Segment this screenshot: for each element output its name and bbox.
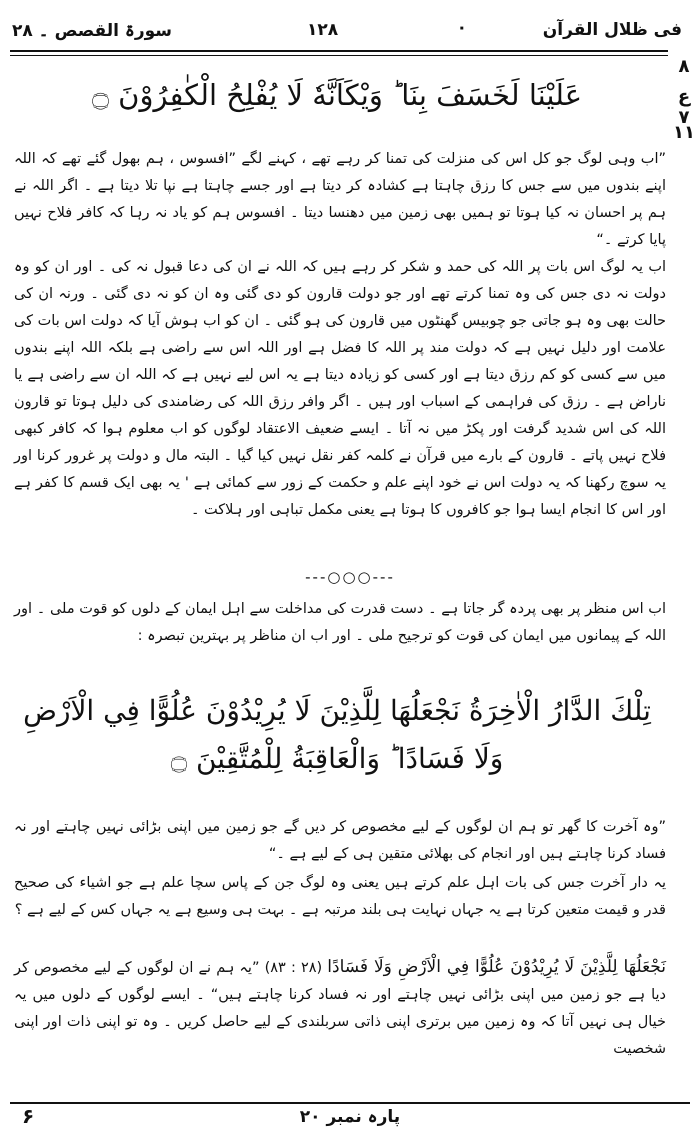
margin-verse-number: ۸ [678, 56, 690, 77]
surah-title: سورۃ القصص ۔ ۲۸ [12, 21, 172, 41]
quran-verse-1: عَلَيْنَا لَخَسَفَ بِنَا ؕ وَيْكَاَنَّهٗ لَا يُفْلِحُ الْكٰفِرُوْنَ ۝ [91, 78, 583, 112]
section-separator: ---○○○--- [305, 568, 395, 586]
paragraph-6-text: ”یہ ہم نے ان لوگوں کے لیے مخصوص کر دیا ہے جو زمین میں اپنی بڑائی نہیں چاہتے اور نہ فساد کرنا چاہتے ہیں“ ۔ ایسے لوگوں کے دلوں میں یہ خیال ہی نہیں آتا کہ وہ زمین میں برتری اپنی ذاتی سربلندی کے لیے حاصل کریں ۔ وہ تو اپنی ذات اور اپنی شخصیت [14, 960, 666, 1057]
verse-reference: (۲۸ : ۸۳) [264, 960, 323, 976]
footer-mark: ۶ [22, 1104, 35, 1128]
book-title: فی ظلال القرآن [542, 20, 682, 40]
footer-para-number: پارہ نمبر ۲۰ [299, 1107, 401, 1127]
margin-ruku-marker: ع ۷ [677, 86, 691, 128]
margin-para-marker: ۱۱ [673, 122, 695, 143]
header-rule [10, 50, 668, 52]
inline-verse-quote: نَجْعَلُهَا لِلَّذِيْنَ لَا يُرِيْدُوْنَ عُلُوًّا فِي الْاَرْضِ وَلَا فَسَادًا [327, 957, 667, 977]
page-header [12, 18, 682, 48]
header-rule-thin [10, 55, 668, 56]
commentary-paragraph-1: ”اب وہی لوگ جو کل اس کی منزلت کی تمنا کر رہے تھے ، کہنے لگے ”افسوس ، ہم بھول گئے تھے کہ اللہ اپنے بندوں میں سے جس کا رزق چاہتا ہے کشادہ کر دیتا ہے اور جسے چاہتا ہے نپا تلا دیتا ہے ۔ اگر اللہ نے ہم پر احسان نہ کیا ہوتا تو ہمیں بھی زمین میں دھنسا دیتا ۔ افسوس ہم کو یاد نہ رہا کہ کافر فلاح نہیں پایا کرتے ۔“ [14, 151, 666, 248]
commentary-paragraph-5: یہ دار آخرت جس کی بات اہل علم کرتے ہیں یعنی وہ لوگ جن کے پاس سچا علم ہے جو اشیاء کی صحیح قدر و قیمت متعین کرتا ہے یہ جہاں نہایت ہی بلند مرتبہ ہے ۔ بہت ہی وسیع ہے یہ جہاں کس کے لیے ہے ؟ [14, 875, 666, 918]
quran-verse-2-line-2: وَلَا فَسَادًا ؕ وَالْعَاقِبَةُ لِلْمُتَّقِيْنَ ۝ [170, 742, 504, 775]
header-dot: ۰ [456, 18, 467, 38]
quran-verse-2-line-1: تِلْكَ الدَّارُ الْاٰخِرَةُ نَجْعَلُهَا لِلَّذِيْنَ لَا يُرِيْدُوْنَ عُلُوًّا فِي الْاَرْضِ [23, 694, 651, 727]
page-number: ۱۲۸ [307, 20, 339, 40]
translation-paragraph: ”وہ آخرت کا گھر تو ہم ان لوگوں کے لیے مخصوص کر دیں گے جو زمین میں اپنی بڑائی نہیں چاہتے اور نہ فساد کرنا چاہتے ہیں اور انجام کی بھلائی متقین ہی کے لیے ہے ۔“ [14, 819, 666, 862]
commentary-paragraph-6 [14, 954, 666, 1063]
footer-rule [10, 1102, 690, 1104]
commentary-paragraph-3: اب اس منظر پر بھی پردہ گر جاتا ہے ۔ دست قدرت کی مداخلت سے اہل ایمان کے دلوں کو قوت ملی ۔ اور اللہ کے پیمانوں میں ایمان کی قوت کو ترجیح ملی ۔ اور اب ان مناظر پر بہترین تبصرہ : [14, 601, 666, 644]
commentary-paragraph-2: اب یہ لوگ اس بات پر اللہ کی حمد و شکر کر رہے ہیں کہ اللہ نے ان کی دعا قبول نہ کی ۔ اور ان کو وہ دولت نہ دی جس کی وہ تمنا کرتے تھے اور جو دولت قارون کو دی گئی وہ ان کو نہ دی گئی ۔ ورنہ ان کی حالت بھی وہ ہو جاتی جو چوبیس گھنٹوں میں قارون کی ہو گئی ۔ ان کو اب ہوش آیا کہ دولت اس بات کی علامت اور دلیل نہیں ہے کہ دولت مند پر اللہ کا فضل ہے اور اللہ اس سے راضی ہے بلکہ اللہ اپنے بندوں میں سے کسی کو کم رزق دیتا ہے اور کسی کو زیادہ دیتا ہے یہ اس لیے نہیں ہے کہ اللہ ان سے راضی ہے یا ناراض ہے ۔ رزق کی فراہمی کے اسباب اور ہیں ۔ اگر وافر رزق اللہ کی رضامندی کی دلیل ہوتا تو قارون اللہ کی اس شدید گرفت اور پکڑ میں نہ آتا ۔ ایسے ضعیف الاعتقاد لوگوں کو اب معلوم ہوا کہ کافر کبھی فلاح نہیں پاتے ۔ قارون کے بارے میں قرآن نے کلمہ کفر نقل نہیں کیا گیا ۔ البتہ مال و دولت پر غرور کرنا اور یہ سوچ رکھنا کہ یہ دولت اس نے خود اپنے علم و حکمت کے زور سے کمائی ہے ' یہ بھی ایک قسم کا کفر ہے اور اس کا انجام ایسا ہوا جو کافروں کا ہوتا ہے یعنی مکمل تباہی اور ہلاکت ۔ [14, 259, 666, 518]
